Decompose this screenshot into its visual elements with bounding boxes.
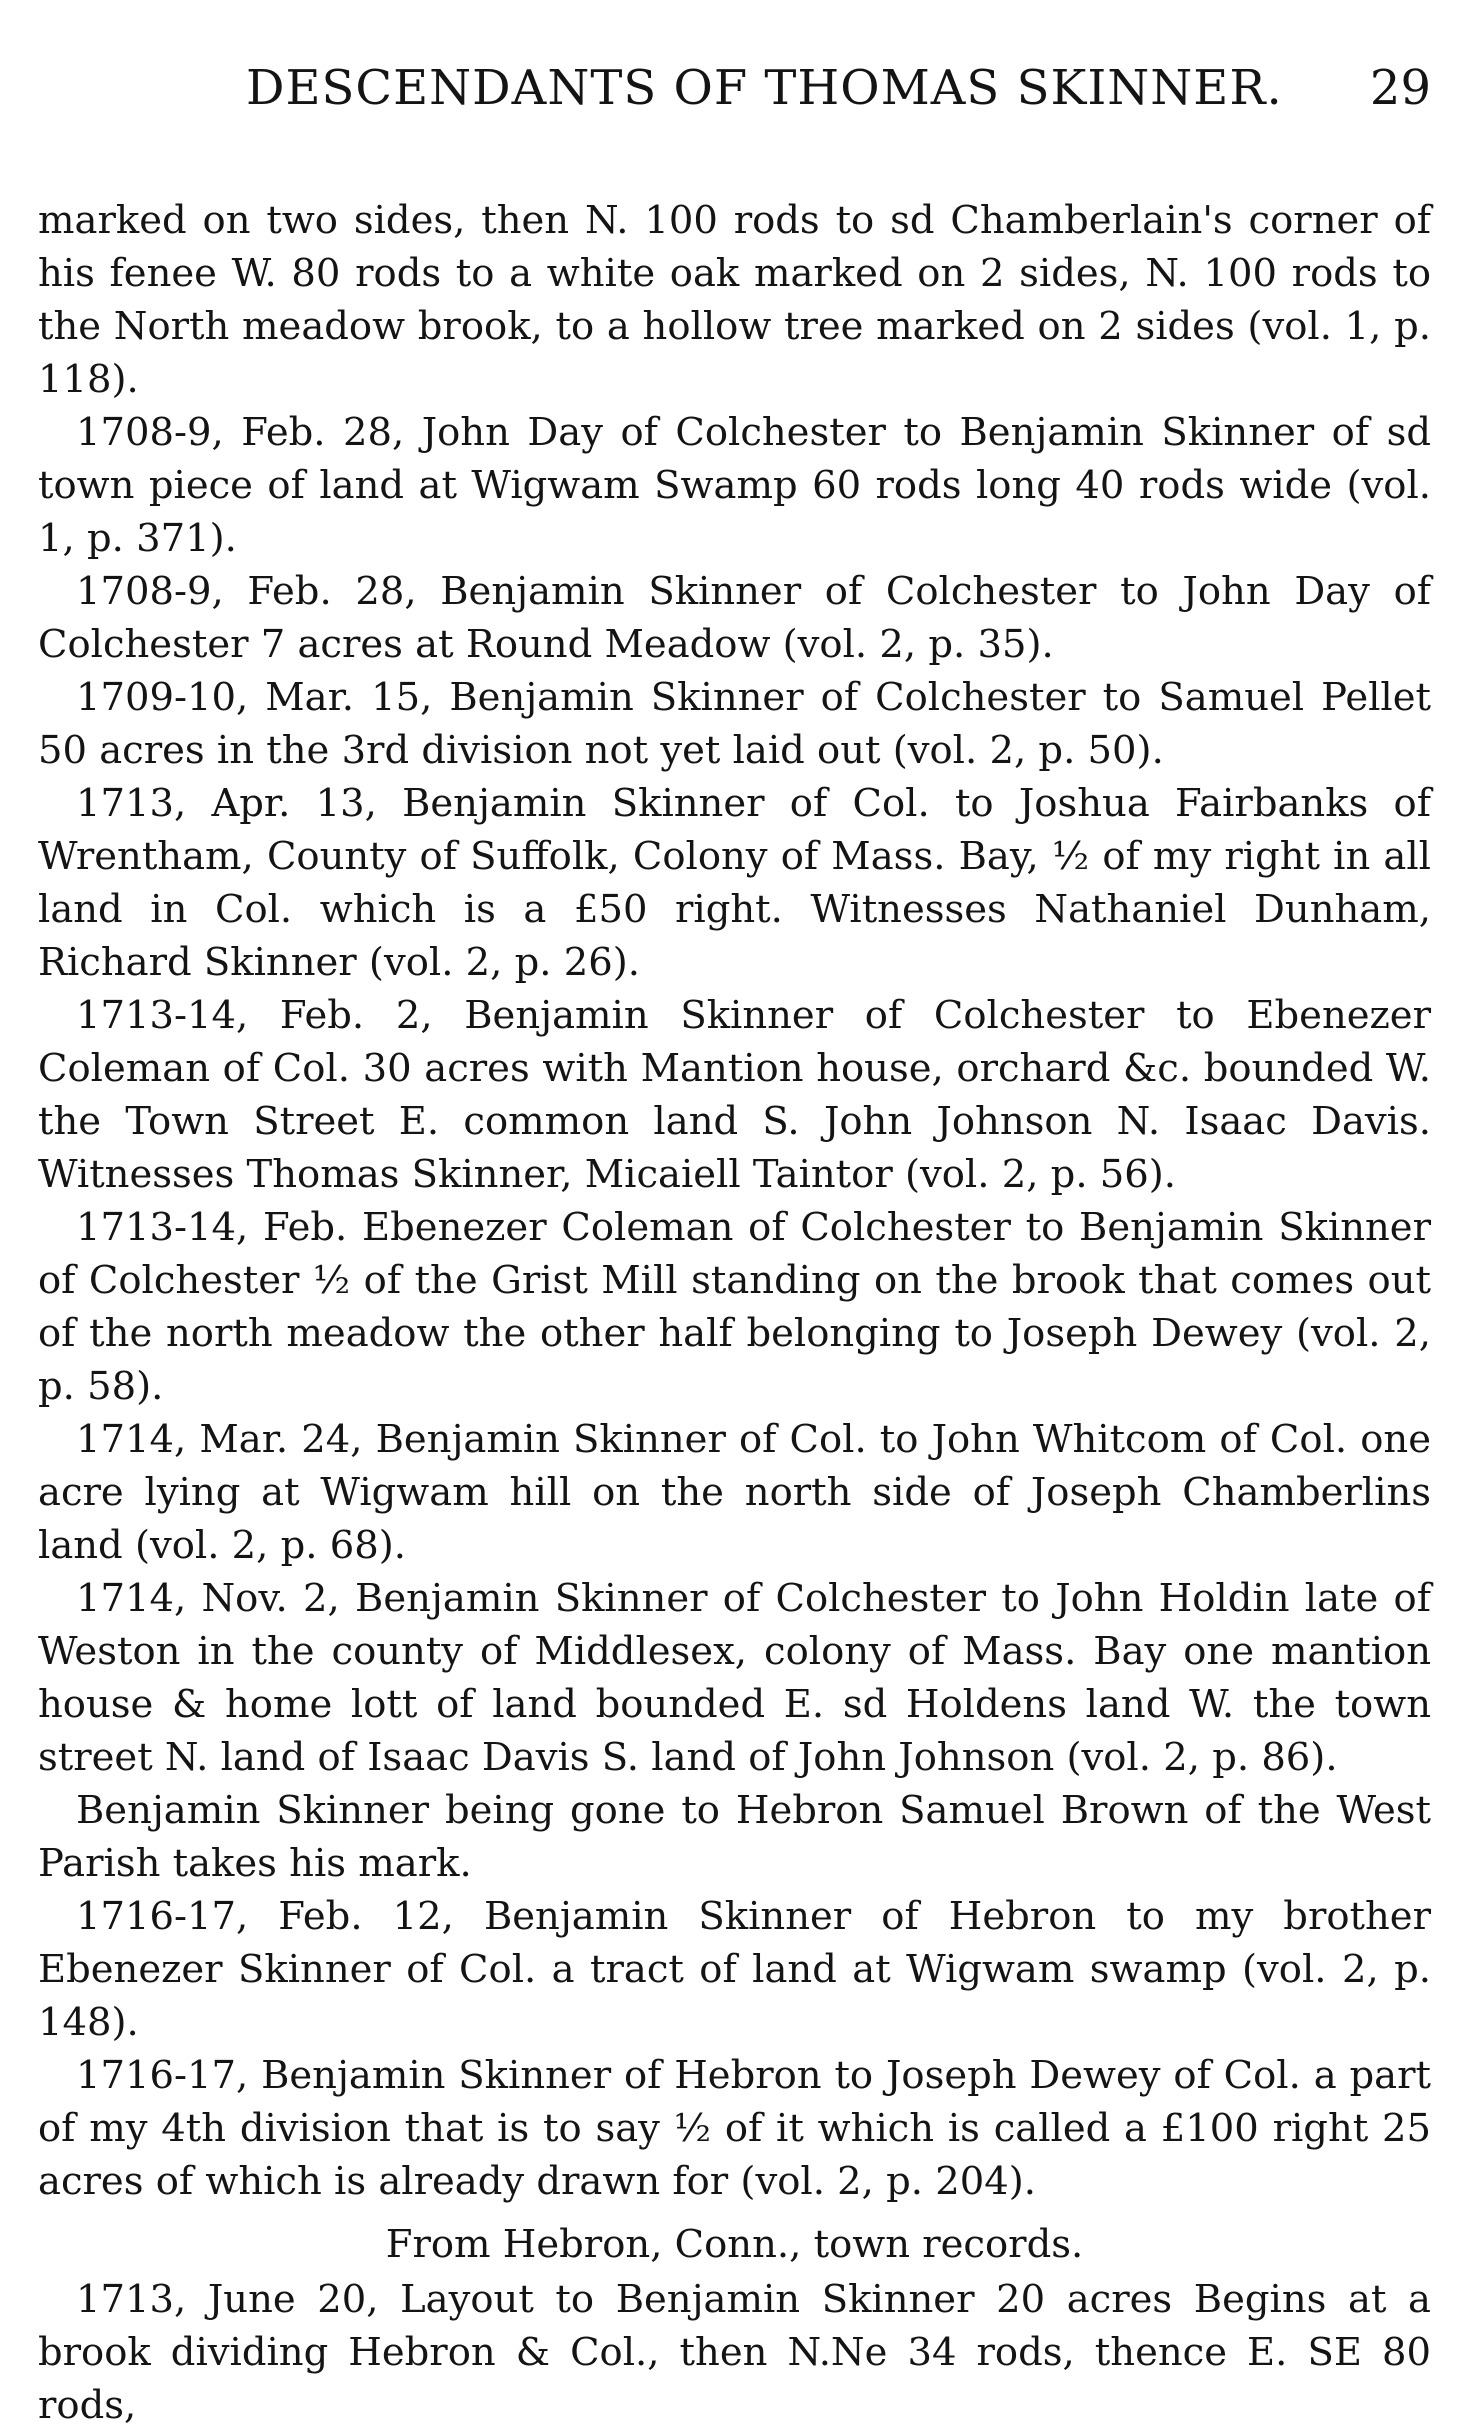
entry-continuation: marked on two sides, then N. 100 rods to sd Chamberlain's corner of his fenee W. 80 rods to a white oak marked on 2 sides, N. 100 rods to the North meadow brook, to a hollow tree marked on 2 sides (vol. 1, p. 118).	[38, 198, 1431, 402]
running-title: DESCENDANTS OF THOMAS SKINNER.	[246, 60, 1283, 116]
book-page	[38, 60, 1431, 2432]
entry-1716-17-ebenezer: 1716-17, Feb. 12, Benjamin Skinner of Hebron to my brother Ebenezer Skinner of Col. a tract of land at Wigwam swamp (vol. 2, p. 148).	[38, 1894, 1431, 2045]
entry-1713-hebron-layout: 1713, June 20, Layout to Benjamin Skinner 20 acres Begins at a brook dividing Hebron & Col., then N.Ne 34 rods, thence E. SE 80 rods,	[38, 2277, 1431, 2428]
entry-1708-9-day-to-skinner: 1708-9, Feb. 28, John Day of Colchester to Benjamin Skinner of sd town piece of land at Wigwam Swamp 60 rods long 40 rods wide (vol. 1, p. 371).	[38, 410, 1431, 561]
entry-1714-whitcom: 1714, Mar. 24, Benjamin Skinner of Col. to John Whitcom of Col. one acre lying at Wigwam hill on the north side of Joseph Chamberlins land (vol. 2, p. 68).	[38, 1417, 1431, 1568]
page-number: 29	[1369, 60, 1431, 116]
section-heading: From Hebron, Conn., town records.	[385, 2222, 1084, 2267]
page-header	[38, 60, 1431, 130]
entry-1709-10-pellet: 1709-10, Mar. 15, Benjamin Skinner of Colchester to Samuel Pellet 50 acres in the 3rd division not yet laid out (vol. 2, p. 50).	[38, 675, 1431, 773]
entry-hebron-mark-note: Benjamin Skinner being gone to Hebron Samuel Brown of the West Parish takes his mark.	[38, 1788, 1431, 1886]
entry-1713-14-coleman: 1713-14, Feb. 2, Benjamin Skinner of Colchester to Ebenezer Coleman of Col. 30 acres with Mantion house, orchard &c. bounded W. the Town Street E. common land S. John Johnson N. Isaac Davis. Witnesses Thomas Skinner, Micaiell Taintor (vol. 2, p. 56).	[38, 993, 1431, 1197]
entry-1713-14-grist-mill: 1713-14, Feb. Ebenezer Coleman of Colchester to Benjamin Skinner of Colchester ½ of the Grist Mill standing on the brook that comes out of the north meadow the other half belonging to Joseph Dewey (vol. 2, p. 58).	[38, 1205, 1431, 1409]
entry-1714-holdin: 1714, Nov. 2, Benjamin Skinner of Colchester to John Holdin late of Weston in the county of Middlesex, colony of Mass. Bay one mantion house & home lott of land bounded E. sd Holdens land W. the town street N. land of Isaac Davis S. land of John Johnson (vol. 2, p. 86).	[38, 1576, 1431, 1780]
entry-1708-9-skinner-to-day: 1708-9, Feb. 28, Benjamin Skinner of Colchester to John Day of Colchester 7 acres at Round Meadow (vol. 2, p. 35).	[38, 569, 1431, 667]
entry-1713-fairbanks: 1713, Apr. 13, Benjamin Skinner of Col. to Joshua Fairbanks of Wrentham, County of Suffolk, Colony of Mass. Bay, ½ of my right in all land in Col. which is a £50 right. Witnesses Nathaniel Dunham, Richard Skinner (vol. 2, p. 26).	[38, 781, 1431, 985]
record-entries	[38, 194, 1431, 2208]
entry-1716-17-dewey: 1716-17, Benjamin Skinner of Hebron to Joseph Dewey of Col. a part of my 4th division that is to say ½ of it which is called a £100 right 25 acres of which is already drawn for (vol. 2, p. 204).	[38, 2053, 1431, 2204]
